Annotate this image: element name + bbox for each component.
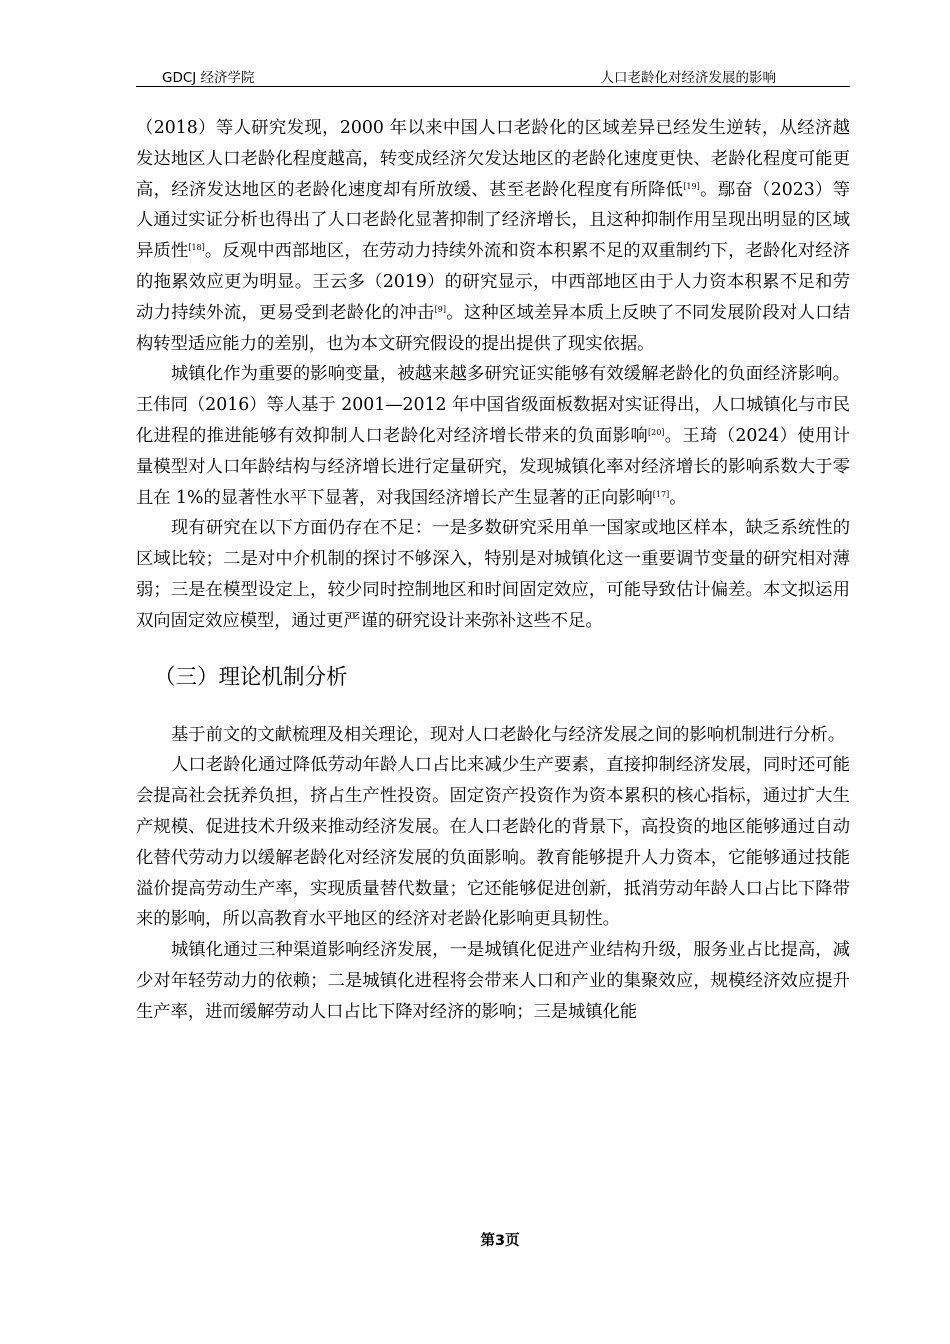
paragraph-text: 。 bbox=[669, 487, 687, 508]
paragraph-text: 城镇化通过三种渠道影响经济发展，一是城镇化促进产业结构升级，服务业占比提高，减少对年轻劳动力的依赖；二是城镇化进程将会带来人口和产业的集聚效应，规模经济效应提升生产率，进而缓解劳动人口占比下降对经济的影响；三是城镇化能 bbox=[136, 940, 850, 1022]
body-paragraph bbox=[136, 750, 850, 935]
header-school-name: GDCJ 经济学院 bbox=[162, 70, 255, 86]
paragraph-text: 城镇化作为重要的影响变量，被越来越多研究证实能够有效缓解老龄化的负面经济影响。王伟同（2016）等人基于 2001—2012 年中国省级面板数据对实证得出，人口城镇化与市民化进程的推进能够有效抑制人口老龄化对经济增长带来的负面影响 bbox=[136, 364, 850, 446]
page-header bbox=[136, 62, 850, 87]
body-paragraph bbox=[136, 935, 850, 1027]
citation-reference: [19] bbox=[683, 181, 700, 191]
paragraph-text: 基于前文的文献梳理及相关理论，现对人口老龄化与经济发展之间的影响机制进行分析。 bbox=[171, 724, 845, 745]
body-paragraph bbox=[136, 113, 850, 359]
paragraph-text: （2018）等人研究发现，2000 年以来中国人口老龄化的区域差异已经发生逆转，从经济越发达地区人口老龄化程度越高，转变成经济欠发达地区的老龄化速度更快、老龄化程度可能更高，经济发达地区的老龄化速度却有所放缓、甚至老龄化程度有所降低 bbox=[136, 118, 850, 200]
paragraph-text: 人口老龄化通过降低劳动年龄人口占比来减少生产要素，直接抑制经济发展，同时还可能会提高社会抚养负担，挤占生产性投资。固定资产投资作为资本累积的核心指标，通过扩大生产规模、促进技术升级来推动经济发展。在人口老龄化的背景下，高投资的地区能够通过自动化替代劳动力以缓解老龄化对经济发展的负面影响。教育能够提升人力资本，它能够通过技能溢价提高劳动生产率，实现质量替代数量；它还能够促进创新，抵消劳动年龄人口占比下降带来的影响，所以高教育水平地区的经济对老龄化影响更具韧性。 bbox=[136, 755, 850, 930]
page-number: 第3页 bbox=[480, 1233, 520, 1249]
citation-reference: [20] bbox=[647, 427, 665, 437]
body-paragraph bbox=[136, 513, 850, 636]
citation-reference: [18] bbox=[188, 243, 205, 253]
citation-reference: [17] bbox=[652, 489, 670, 499]
header-document-title: 人口老龄化对经济发展的影响 bbox=[600, 70, 776, 86]
paragraph-text: 。王琦（2024）使用计量模型对人口年龄结构与经济增长进行定量研究，发现城镇化率对经济增长的影响系数大于零且在 1%的显著性水平下显著，对我国经济增长产生显著的正向影响 bbox=[136, 425, 850, 508]
document-body bbox=[136, 113, 850, 1028]
citation-reference: [9] bbox=[434, 304, 446, 314]
body-paragraph bbox=[136, 720, 850, 751]
paragraphs-after-section bbox=[136, 720, 850, 1028]
paragraphs-before-section bbox=[136, 113, 850, 637]
paragraph-text: 现有研究在以下方面仍存在不足：一是多数研究采用单一国家或地区样本，缺乏系统性的区域比较；二是对中介机制的探讨不够深入，特别是对城镇化这一重要调节变量的研究相对薄弱；三是在模型设定上，较少同时控制地区和时间固定效应，可能导致估计偏差。本文拟运用双向固定效应模型，通过更严谨的研究设计来弥补这些不足。 bbox=[136, 518, 850, 631]
paragraph-text: 。反观中西部地区，在劳动力持续外流和资本积累不足的双重制约下，老龄化对经济的拖累效应更为明显。王云多（2019）的研究显示，中西部地区由于人力资本积累不足和劳动力持续外流，更易受到老龄化的冲击 bbox=[136, 241, 850, 323]
paragraph-text: 。鄢奋（2023）等人通过实证分析也得出了人口老龄化显著抑制了经济增长，且这种抑制作用呈现出明显的区域异质性 bbox=[136, 179, 850, 262]
paragraph-text: 。这种区域差异本质上反映了不同发展阶段对人口结构转型适应能力的差别，也为本文研究假设的提出提供了现实依据。 bbox=[136, 302, 850, 354]
body-paragraph bbox=[136, 359, 850, 513]
section-heading: （三）理论机制分析 bbox=[154, 664, 348, 690]
